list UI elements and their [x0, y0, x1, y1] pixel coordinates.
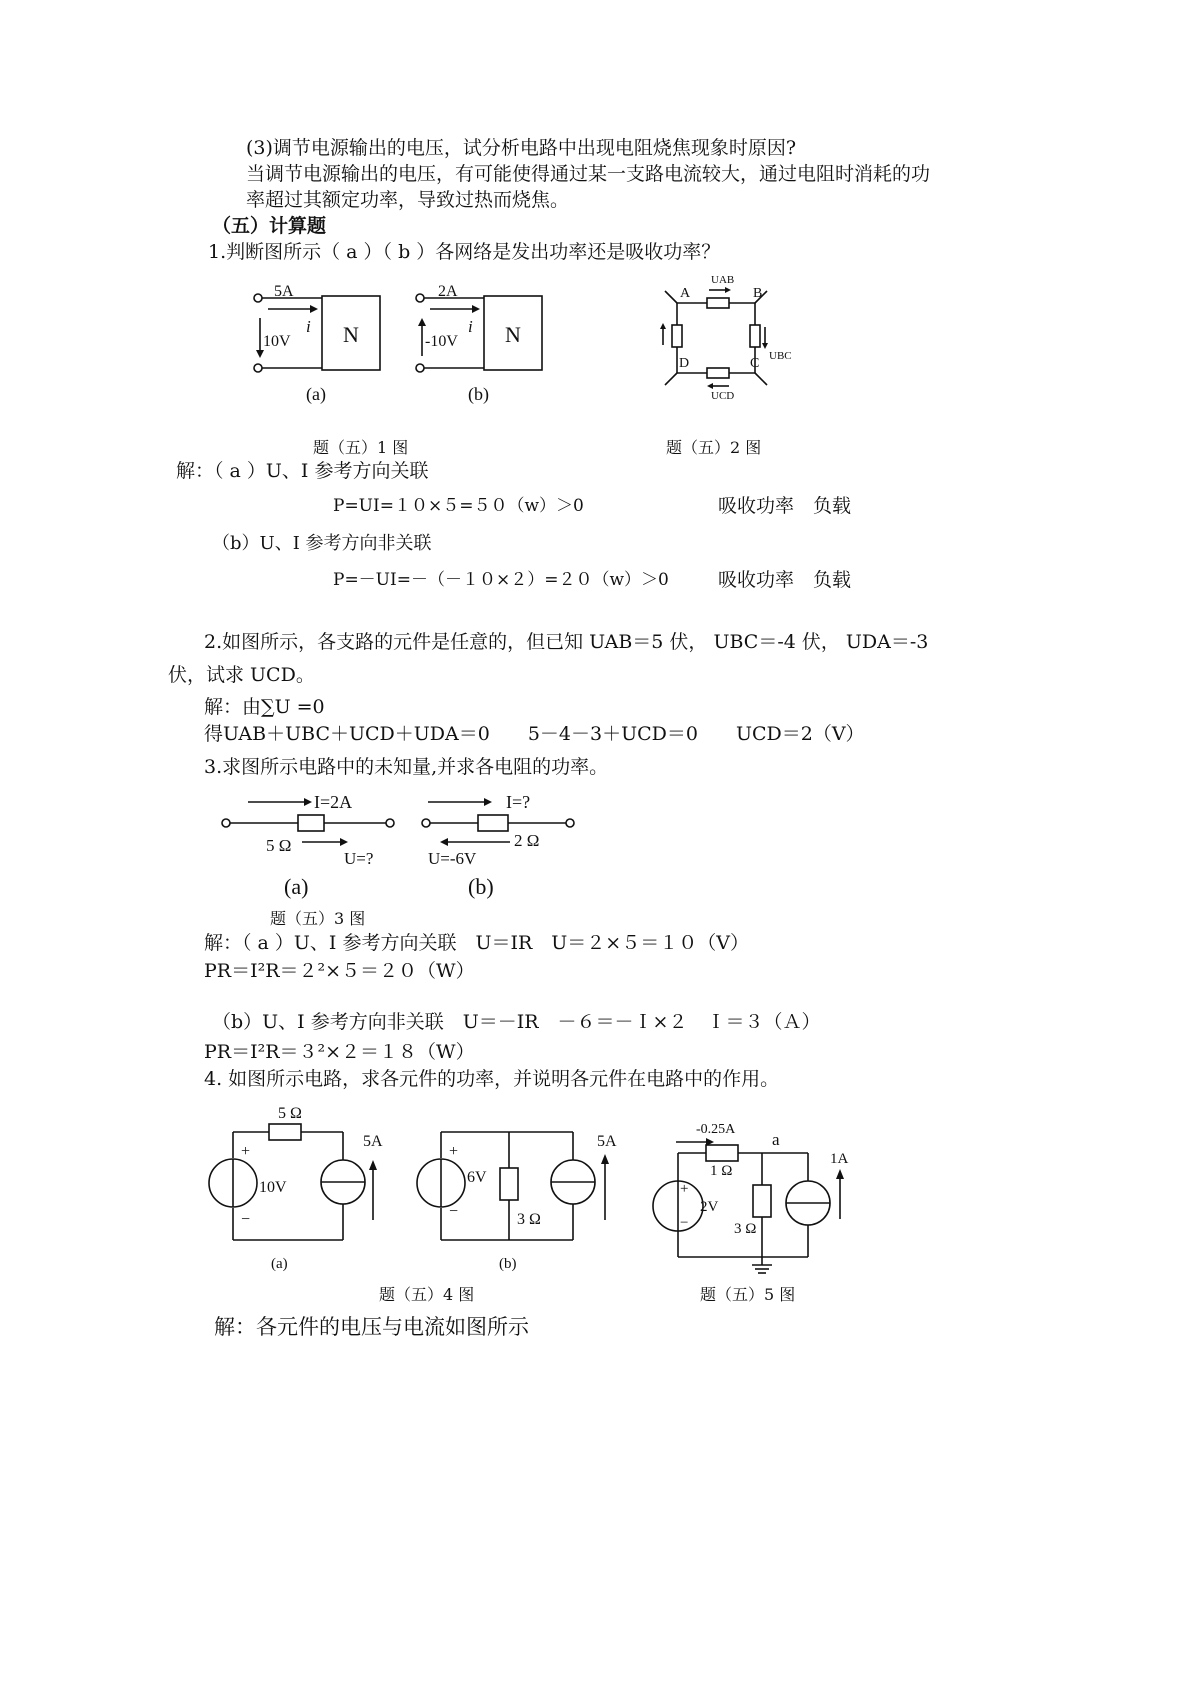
answer-3-line1: 当调节电源输出的电压，有可能使得通过某一支路电流较大，通过电阻时消耗的功: [246, 163, 931, 185]
solution-1a-result: 吸收功率 负载: [718, 495, 852, 517]
svg-text:+: +: [241, 1143, 251, 1160]
solution-3b-line1: （b）U、I 参考方向非关联 U＝－IR －６＝－Ｉ×２ Ｉ＝３（Ａ）: [212, 1011, 821, 1033]
svg-text:−: −: [241, 1211, 251, 1228]
fig3a-current: I=2A: [314, 792, 353, 812]
fig3b-resistor: 2 Ω: [514, 831, 540, 850]
fig5-node-a: a: [772, 1130, 780, 1149]
figure-4b: [413, 1100, 623, 1270]
solution-2-line1: 解：由∑U =0: [204, 696, 325, 718]
fig1a-current: 5A: [274, 283, 294, 300]
svg-text:−: −: [680, 1215, 689, 1231]
fig5-current: 1A: [830, 1151, 849, 1167]
fig4b-voltage: 6V: [467, 1169, 487, 1186]
fig2-ucd: UCD: [711, 390, 735, 402]
fig4a-voltage: 10V: [259, 1179, 287, 1196]
fig1b-label: (b): [468, 384, 489, 404]
fig1b-i: i: [468, 317, 473, 336]
fig3a-label: (a): [284, 874, 309, 899]
caption-fig4: 题（五）4 图: [379, 1285, 475, 1304]
fig1b-current: 2A: [438, 283, 458, 300]
fig1a-i: i: [306, 317, 311, 336]
fig2-uab: UAB: [711, 274, 735, 286]
fig5-current-in: -0.25A: [696, 1122, 736, 1137]
fig4b-label: (b): [499, 1256, 517, 1272]
solution-4-text: 解：各元件的电压与电流如图所示: [214, 1315, 529, 1339]
solution-1b-equation: P=－UI=－（－１０×２）=２０（w）＞0: [333, 570, 669, 590]
solution-1a-equation: P=UI=１０×５=５０（w）＞0: [333, 496, 584, 516]
fig3b-current: I=?: [506, 792, 531, 812]
fig3b-label: (b): [468, 874, 494, 899]
fig4a-resistor: 5 Ω: [278, 1105, 302, 1122]
solution-3a-line2: PR＝I²R＝２²×５＝２０（W）: [204, 960, 475, 982]
fig2-node-d: D: [679, 356, 690, 371]
fig4b-resistor: 3 Ω: [517, 1211, 541, 1228]
fig3b-voltage: U=-6V: [428, 849, 477, 868]
solution-3b-line2: PR＝I²R＝３²×２＝１８（W）: [204, 1041, 475, 1063]
problem-1-text: 1.判断图所示（ a ）（ b ）各网络是发出功率还是吸收功率？: [208, 241, 721, 263]
caption-fig5: 题（五）5 图: [700, 1285, 796, 1304]
fig5-voltage: 2V: [700, 1199, 719, 1215]
figure-3b: [420, 790, 600, 900]
problem-2-line2: 伏，试求 UCD。: [168, 664, 315, 686]
fig2-node-b: B: [753, 286, 763, 301]
solution-1b-result: 吸收功率 负载: [718, 569, 852, 591]
caption-fig1: 题（五）1 图: [313, 438, 409, 457]
caption-fig2: 题（五）2 图: [666, 438, 762, 457]
fig4a-current: 5A: [363, 1133, 383, 1150]
solution-2-line2: 得UAB＋UBC＋UCD＋UDA＝0 5－4－3＋UCD＝0 UCD＝2（V）: [204, 723, 865, 745]
fig2-node-c: C: [750, 356, 760, 371]
solution-1a-head: 解：（ a ）U、I 参考方向关联: [176, 460, 429, 482]
fig3a-resistor: 5 Ω: [266, 836, 292, 855]
fig2-node-a: A: [680, 286, 691, 301]
figure-5: [650, 1115, 870, 1285]
solution-1b-head: （b）U、I 参考方向非关联: [212, 533, 432, 554]
fig3a-voltage: U=?: [344, 849, 374, 868]
svg-text:−: −: [449, 1203, 459, 1220]
svg-text:+: +: [680, 1181, 689, 1197]
figure-1a: [250, 280, 390, 404]
answer-3-line2: 率超过其额定功率，导致过热而烧焦。: [246, 189, 570, 211]
fig2-ubc: UBC: [769, 350, 792, 362]
svg-text:+: +: [449, 1143, 459, 1160]
problem-2-line1: 2.如图所示，各支路的元件是任意的，但已知 UAB＝5 伏， UBC＝-4 伏， UDA＝-3: [204, 631, 929, 653]
section-heading: （五）计算题: [212, 215, 327, 237]
fig1b-box: N: [505, 322, 521, 347]
figure-3a: [220, 790, 400, 900]
fig5-r2: 3 Ω: [734, 1221, 757, 1237]
fig4b-current: 5A: [597, 1133, 617, 1150]
problem-3-text: 3.求图所示电路中的未知量,并求各电阻的功率。: [204, 756, 609, 778]
fig1b-voltage: -10V: [425, 333, 458, 350]
caption-fig3: 题（五）3 图: [270, 909, 366, 928]
problem-4-text: 4. 如图所示电路，求各元件的功率，并说明各元件在电路中的作用。: [204, 1068, 780, 1090]
fig4a-label: (a): [271, 1256, 288, 1272]
fig1a-label: (a): [306, 384, 326, 404]
figure-1b: [412, 280, 552, 404]
fig1a-voltage: 10V: [263, 333, 291, 350]
figure-2: [655, 265, 795, 405]
fig5-r1: 1 Ω: [710, 1163, 733, 1179]
solution-3a-line1: 解：（ a ）U、I 参考方向关联 U＝IR U＝２×５＝１０（V）: [204, 932, 749, 954]
fig1a-box: N: [343, 322, 359, 347]
figure-4a: [205, 1100, 405, 1270]
question-3-text: (3)调节电源输出的电压，试分析电路中出现电阻烧焦现象时原因?: [246, 137, 797, 159]
